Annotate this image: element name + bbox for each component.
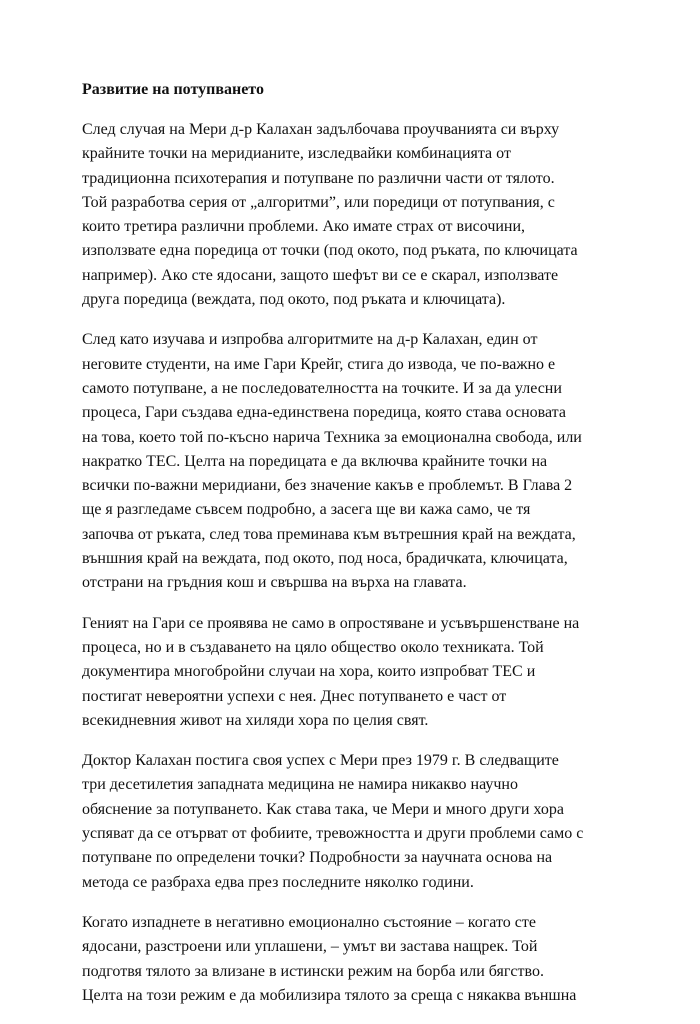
text-line: започва от ръката, след това преминава към вътрешния край на веждата, <box>82 525 576 543</box>
text-line: След случая на Мери д-р Калахан задълбочава проучванията си върху <box>82 121 560 138</box>
text-line: потупване по определени точки? Подробности за научната основа на <box>82 849 553 867</box>
text-line: документира многобройни случаи на хора, които изпробват ТЕС и <box>82 663 536 681</box>
text-line: Той разработва серия от „алгоритми”, или поредици от потупвания, с <box>82 193 555 211</box>
text-line: процеса, Гари създава една-единствена поредица, която става основата <box>82 404 566 422</box>
section-heading: Развитие на потупването <box>82 81 264 98</box>
text-line: външния край на веждата, под окото, под носа, брадичката, ключицата, <box>82 550 568 568</box>
text-line: ядосани, разстроени или уплашени, – умът ви застава нащрек. Той <box>82 938 538 956</box>
text-line: обяснение за потупването. Как става така, че Мери и много други хора <box>82 800 564 818</box>
text-line: ще я разгледаме съвсем подробно, а засега ще ви кажа само, че тя <box>82 501 531 519</box>
text-line: успяват да се отърват от фобиите, тревожността и други проблеми само с <box>82 825 584 843</box>
text-line: самото потупване, а не последователността на точките. И за да улесни <box>82 379 562 397</box>
text-line: постигат невероятни успехи с нея. Днес потупването е част от <box>82 687 507 705</box>
text-line: Доктор Калахан постига своя успех с Мери през 1979 г. В следващите <box>82 752 559 770</box>
document-page <box>82 80 622 1024</box>
text-line: всички по-важни меридиани, без значение какъв е проблемът. В Глава 2 <box>82 477 573 495</box>
paragraph-3 <box>82 612 622 733</box>
paragraph-1 <box>82 118 622 312</box>
text-line: които третира различни проблеми. Ако имате страх от височини, <box>82 218 526 236</box>
text-line: Целта на този режим е да мобилизира тялото за среща с някаква външна <box>82 986 577 1004</box>
text-line: отстрани на гръдния кош и свършва на върха на главата. <box>82 574 467 592</box>
text-line: процеса, но и в създаването на цяло общество около техниката. Той <box>82 638 544 656</box>
text-line: Когато изпаднете в негативно емоционално състояние – когато сте <box>82 913 536 931</box>
text-line: друга поредица (веждата, под окото, под ръката и ключицата). <box>82 291 506 309</box>
text-line: традиционна психотерапия и потупване по различни части от тялото. <box>82 169 555 187</box>
text-line: подготвя тялото за влизане в истински режим на борба или бягство. <box>82 962 544 980</box>
text-line: След като изучава и изпробва алгоритмите на д-р Калахан, един от <box>82 331 538 349</box>
text-line: например). Ако сте ядосани, защото шефът ви се е скарал, използвате <box>82 266 559 284</box>
text-line: накратко ТЕС. Целта на поредицата е да включва крайните точки на <box>82 452 548 470</box>
paragraph-4 <box>82 749 622 895</box>
text-line: крайните точки на меридианите, изследвайки комбинацията от <box>82 145 511 163</box>
text-line: метода се разбраха едва през последните няколко години. <box>82 873 474 891</box>
text-line: неговите студенти, на име Гари Крейг, стига до извода, че по-важно е <box>82 355 556 373</box>
text-line: всекидневния живот на хиляди хора по целия свят. <box>82 711 429 729</box>
paragraph-5 <box>82 911 622 1008</box>
text-line: на това, което той по-късно нарича Техника за емоционална свобода, или <box>82 428 582 446</box>
text-line: Геният на Гари се проявява не само в опростяване и усъвършенстване на <box>82 614 580 632</box>
text-line: три десетилетия западната медицина не намира никакво научно <box>82 776 518 794</box>
paragraph-2 <box>82 328 622 595</box>
text-line: използвате една поредица от точки (под окото, под ръката, по ключицата <box>82 242 578 260</box>
